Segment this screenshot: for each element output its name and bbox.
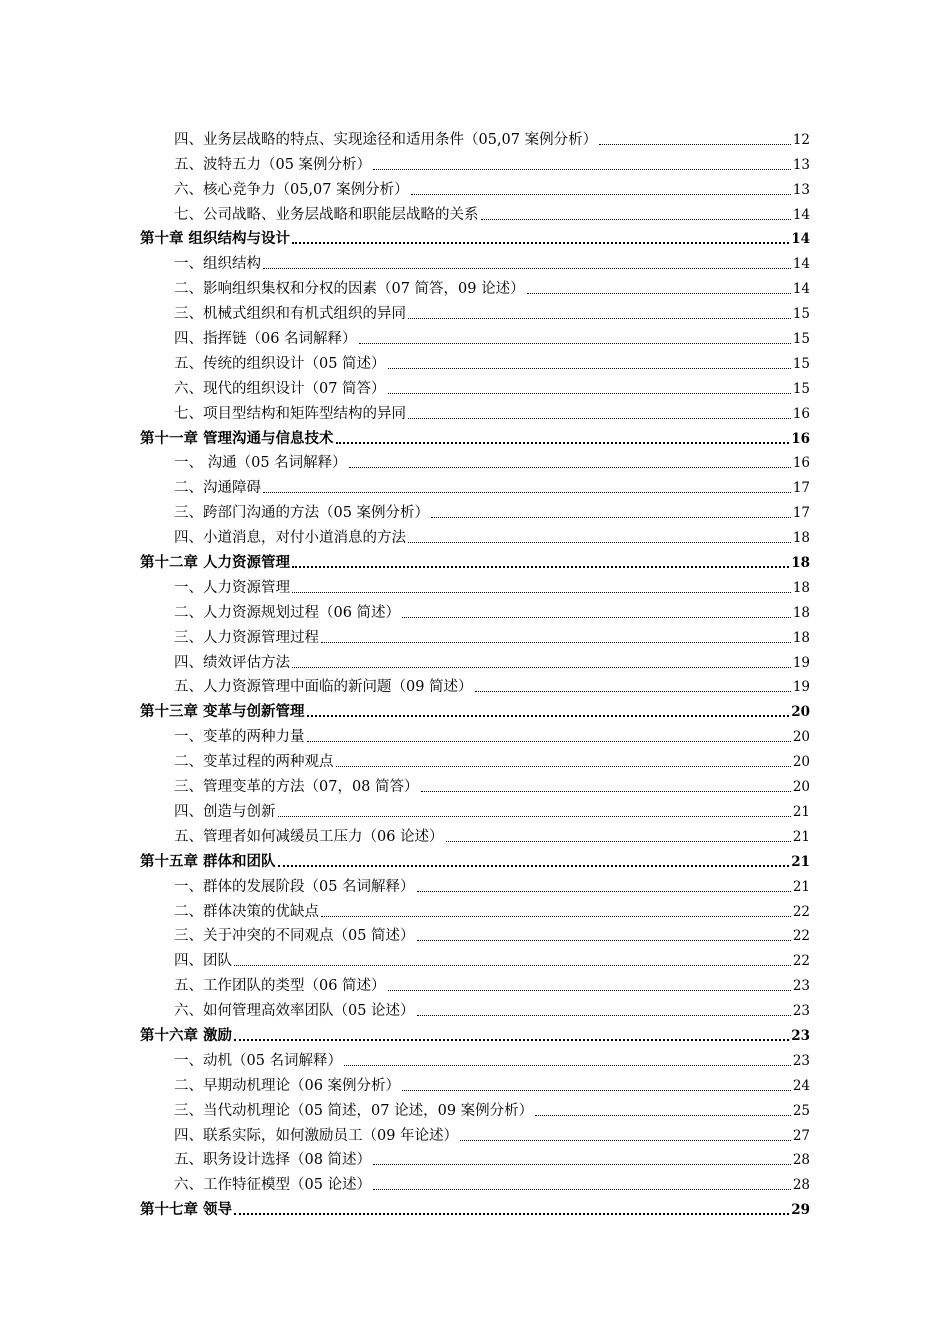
- toc-section-entry[interactable]: [140, 672, 810, 697]
- toc-entry-title: 四、团队: [174, 953, 232, 970]
- toc-section-entry[interactable]: [140, 1169, 810, 1194]
- toc-entry-title: 二、影响组织集权和分权的因素（07 简答，09 论述）: [174, 281, 525, 298]
- toc-dot-leader: [402, 1090, 791, 1091]
- toc-section-entry[interactable]: [140, 248, 810, 273]
- toc-page-number: 25: [792, 1102, 810, 1119]
- toc-dot-leader: [481, 219, 791, 220]
- toc-section-entry[interactable]: [140, 1120, 810, 1145]
- toc-page-number: 23: [792, 1052, 810, 1069]
- toc-entry-title: 第十七章 领导: [140, 1201, 233, 1219]
- toc-section-entry[interactable]: [140, 1145, 810, 1170]
- toc-entry-title: 第十章 组织结构与设计: [140, 230, 291, 248]
- toc-dot-leader: [373, 1189, 791, 1190]
- toc-page-number: 19: [792, 679, 810, 696]
- toc-page-number: 13: [792, 156, 810, 173]
- toc-entry-title: 五、职务设计选择（08 简述）: [174, 1152, 372, 1169]
- toc-page-number: 18: [792, 530, 810, 547]
- toc-section-entry[interactable]: [140, 1095, 810, 1120]
- toc-page-number: 15: [792, 331, 810, 348]
- toc-chapter-entry[interactable]: [140, 1194, 810, 1219]
- toc-section-entry[interactable]: [140, 448, 810, 473]
- toc-chapter-entry[interactable]: [140, 547, 810, 572]
- toc-entry-title: 第十六章 激励: [140, 1026, 233, 1044]
- toc-dot-leader: [431, 517, 791, 518]
- toc-chapter-entry[interactable]: [140, 696, 810, 721]
- toc-dot-leader: [278, 865, 790, 867]
- toc-section-entry[interactable]: [140, 472, 810, 497]
- toc-dot-leader: [307, 715, 790, 717]
- toc-dot-leader: [417, 940, 791, 941]
- toc-entry-title: 四、创造与创新: [174, 803, 276, 820]
- toc-section-entry[interactable]: [140, 721, 810, 746]
- toc-entry-title: 第十五章 群体和团队: [140, 852, 276, 870]
- toc-entry-title: 三、关于冲突的不同观点（05 简述）: [174, 928, 415, 945]
- toc-entry-title: 一、变革的两种力量: [174, 729, 305, 746]
- toc-dot-leader: [388, 368, 791, 369]
- toc-dot-leader: [292, 242, 789, 244]
- toc-entry-title: 第十一章 管理沟通与信息技术: [140, 429, 334, 447]
- toc-page-number: 14: [792, 206, 810, 223]
- toc-dot-leader: [359, 343, 791, 344]
- toc-page-number: 14: [791, 231, 810, 248]
- toc-dot-leader: [307, 741, 791, 742]
- toc-dot-leader: [278, 816, 791, 817]
- toc-page-number: 20: [792, 754, 810, 771]
- toc-dot-leader: [336, 442, 790, 444]
- toc-page-number: 15: [792, 380, 810, 397]
- toc-page-number: 21: [792, 828, 810, 845]
- toc-dot-leader: [349, 467, 791, 468]
- toc-section-entry[interactable]: [140, 821, 810, 846]
- toc-dot-leader: [263, 268, 791, 269]
- toc-entry-title: 二、变革过程的两种观点: [174, 754, 334, 771]
- toc-page-number: 29: [791, 1202, 810, 1219]
- toc-dot-leader: [460, 1140, 791, 1141]
- toc-entry-title: 四、业务层战略的特点、实现途径和适用条件（05,07 案例分析）: [174, 131, 598, 148]
- toc-page-number: 22: [792, 903, 810, 920]
- toc-section-entry[interactable]: [140, 896, 810, 921]
- toc-section-entry[interactable]: [140, 647, 810, 672]
- toc-dot-leader: [263, 492, 791, 493]
- toc-section-entry[interactable]: [140, 273, 810, 298]
- toc-section-entry[interactable]: [140, 398, 810, 423]
- toc-page-number: 21: [792, 803, 810, 820]
- toc-chapter-entry[interactable]: [140, 423, 810, 448]
- toc-page-number: 20: [791, 704, 810, 721]
- toc-dot-leader: [292, 566, 789, 568]
- toc-entry-title: 六、现代的组织设计（07 简答）: [174, 380, 386, 397]
- toc-section-entry[interactable]: [140, 522, 810, 547]
- toc-entry-title: 三、管理变革的方法（07，08 简答）: [174, 779, 419, 796]
- toc-section-entry[interactable]: [140, 298, 810, 323]
- toc-page-number: 18: [792, 579, 810, 596]
- toc-dot-leader: [408, 418, 791, 419]
- toc-page-number: 18: [792, 629, 810, 646]
- toc-page-number: 28: [792, 1152, 810, 1169]
- toc-dot-leader: [321, 916, 791, 917]
- toc-dot-leader: [388, 393, 791, 394]
- toc-entry-title: 一、 沟通（05 名词解释）: [174, 455, 347, 472]
- toc-page-number: 23: [791, 1027, 810, 1044]
- toc-dot-leader: [402, 617, 791, 618]
- toc-section-entry[interactable]: [140, 597, 810, 622]
- toc-dot-leader: [292, 667, 791, 668]
- toc-section-entry[interactable]: [140, 995, 810, 1020]
- toc-section-entry[interactable]: [140, 921, 810, 946]
- toc-entry-title: 二、沟通障碍: [174, 480, 261, 497]
- toc-chapter-entry[interactable]: [140, 224, 810, 249]
- toc-section-entry[interactable]: [140, 771, 810, 796]
- toc-entry-title: 五、波特五力（05 案例分析）: [174, 156, 372, 173]
- toc-dot-leader: [417, 891, 791, 892]
- toc-entry-title: 六、如何管理高效率团队（05 论述）: [174, 1003, 415, 1020]
- toc-section-entry[interactable]: [140, 1070, 810, 1095]
- toc-page-number: 15: [792, 355, 810, 372]
- toc-dot-leader: [373, 1164, 791, 1165]
- toc-page-number: 17: [792, 480, 810, 497]
- toc-chapter-entry[interactable]: [140, 846, 810, 871]
- toc-page-number: 17: [792, 505, 810, 522]
- toc-page-number: 20: [792, 729, 810, 746]
- toc-page-number: 27: [792, 1127, 810, 1144]
- toc-entry-title: 六、工作特征模型（05 论述）: [174, 1177, 372, 1194]
- toc-entry-title: 四、联系实际，如何激励员工（09 年论述）: [174, 1127, 459, 1144]
- toc-section-entry[interactable]: [140, 199, 810, 224]
- toc-section-entry[interactable]: [140, 970, 810, 995]
- toc-page-number: 23: [792, 978, 810, 995]
- toc-dot-leader: [336, 766, 791, 767]
- toc-entry-title: 三、人力资源管理过程: [174, 629, 319, 646]
- toc-page-number: 18: [792, 604, 810, 621]
- toc-page-number: 21: [792, 878, 810, 895]
- toc-entry-title: 一、动机（05 名词解释）: [174, 1052, 343, 1069]
- toc-dot-leader: [417, 1015, 791, 1016]
- toc-dot-leader: [527, 293, 791, 294]
- toc-dot-leader: [535, 1115, 791, 1116]
- toc-entry-title: 一、人力资源管理: [174, 579, 290, 596]
- toc-page-number: 19: [792, 654, 810, 671]
- toc-section-entry[interactable]: [140, 149, 810, 174]
- toc-page-number: 12: [792, 131, 810, 148]
- toc-page-number: 13: [792, 181, 810, 198]
- toc-entry-title: 五、人力资源管理中面临的新问题（09 简述）: [174, 679, 473, 696]
- toc-entry-title: 七、公司战略、业务层战略和职能层战略的关系: [174, 206, 479, 223]
- toc-entry-title: 三、机械式组织和有机式组织的异同: [174, 306, 406, 323]
- toc-section-entry[interactable]: [140, 174, 810, 199]
- toc-page-number: 14: [792, 256, 810, 273]
- toc-section-entry[interactable]: [140, 497, 810, 522]
- toc-section-entry[interactable]: [140, 796, 810, 821]
- toc-entry-title: 三、当代动机理论（05 简述，07 论述，09 案例分析）: [174, 1102, 534, 1119]
- toc-page-number: 22: [792, 953, 810, 970]
- table-of-contents: [140, 124, 810, 1219]
- toc-section-entry[interactable]: [140, 622, 810, 647]
- toc-section-entry[interactable]: [140, 746, 810, 771]
- toc-entry-title: 一、组织结构: [174, 256, 261, 273]
- toc-entry-title: 七、项目型结构和矩阵型结构的异同: [174, 405, 406, 422]
- toc-entry-title: 五、工作团队的类型（06 简述）: [174, 978, 386, 995]
- toc-page-number: 21: [791, 853, 810, 870]
- toc-page-number: 20: [792, 779, 810, 796]
- toc-dot-leader: [446, 841, 791, 842]
- toc-entry-title: 五、管理者如何减缓员工压力（06 论述）: [174, 828, 444, 845]
- toc-section-entry[interactable]: [140, 323, 810, 348]
- toc-section-entry[interactable]: [140, 572, 810, 597]
- toc-page-number: 23: [792, 1003, 810, 1020]
- toc-entry-title: 六、核心竞争力（05,07 案例分析）: [174, 181, 409, 198]
- toc-dot-leader: [234, 965, 791, 966]
- toc-entry-title: 四、绩效评估方法: [174, 654, 290, 671]
- toc-page-number: 16: [792, 405, 810, 422]
- toc-page-number: 18: [791, 555, 810, 572]
- toc-page-number: 16: [792, 455, 810, 472]
- toc-page-number: 14: [792, 281, 810, 298]
- toc-dot-leader: [408, 318, 791, 319]
- toc-entry-title: 二、早期动机理论（06 案例分析）: [174, 1077, 401, 1094]
- toc-entry-title: 第十二章 人力资源管理: [140, 554, 291, 572]
- toc-dot-leader: [388, 990, 791, 991]
- toc-entry-title: 第十三章 变革与创新管理: [140, 703, 305, 721]
- toc-dot-leader: [408, 542, 791, 543]
- toc-entry-title: 五、传统的组织设计（05 简述）: [174, 355, 386, 372]
- toc-dot-leader: [599, 144, 791, 145]
- toc-dot-leader: [421, 791, 791, 792]
- toc-page-number: 16: [791, 430, 810, 447]
- toc-entry-title: 二、群体决策的优缺点: [174, 903, 319, 920]
- toc-dot-leader: [475, 691, 791, 692]
- toc-dot-leader: [234, 1213, 789, 1215]
- toc-entry-title: 四、指挥链（06 名词解释）: [174, 331, 357, 348]
- toc-entry-title: 四、小道消息，对付小道消息的方法: [174, 530, 406, 547]
- toc-section-entry[interactable]: [140, 1045, 810, 1070]
- toc-entry-title: 一、群体的发展阶段（05 名词解释）: [174, 878, 415, 895]
- toc-entry-title: 二、人力资源规划过程（06 简述）: [174, 604, 401, 621]
- toc-section-entry[interactable]: [140, 871, 810, 896]
- toc-dot-leader: [344, 1065, 791, 1066]
- toc-entry-title: 三、跨部门沟通的方法（05 案例分析）: [174, 505, 430, 522]
- toc-dot-leader: [321, 642, 791, 643]
- toc-dot-leader: [234, 1039, 789, 1041]
- toc-page-number: 15: [792, 306, 810, 323]
- toc-section-entry[interactable]: [140, 348, 810, 373]
- toc-page-number: 24: [792, 1077, 810, 1094]
- toc-section-entry[interactable]: [140, 945, 810, 970]
- toc-page-number: 28: [792, 1177, 810, 1194]
- toc-dot-leader: [292, 592, 791, 593]
- toc-page-number: 22: [792, 928, 810, 945]
- toc-chapter-entry[interactable]: [140, 1020, 810, 1045]
- toc-section-entry[interactable]: [140, 124, 810, 149]
- toc-dot-leader: [373, 169, 791, 170]
- toc-dot-leader: [411, 194, 791, 195]
- toc-section-entry[interactable]: [140, 373, 810, 398]
